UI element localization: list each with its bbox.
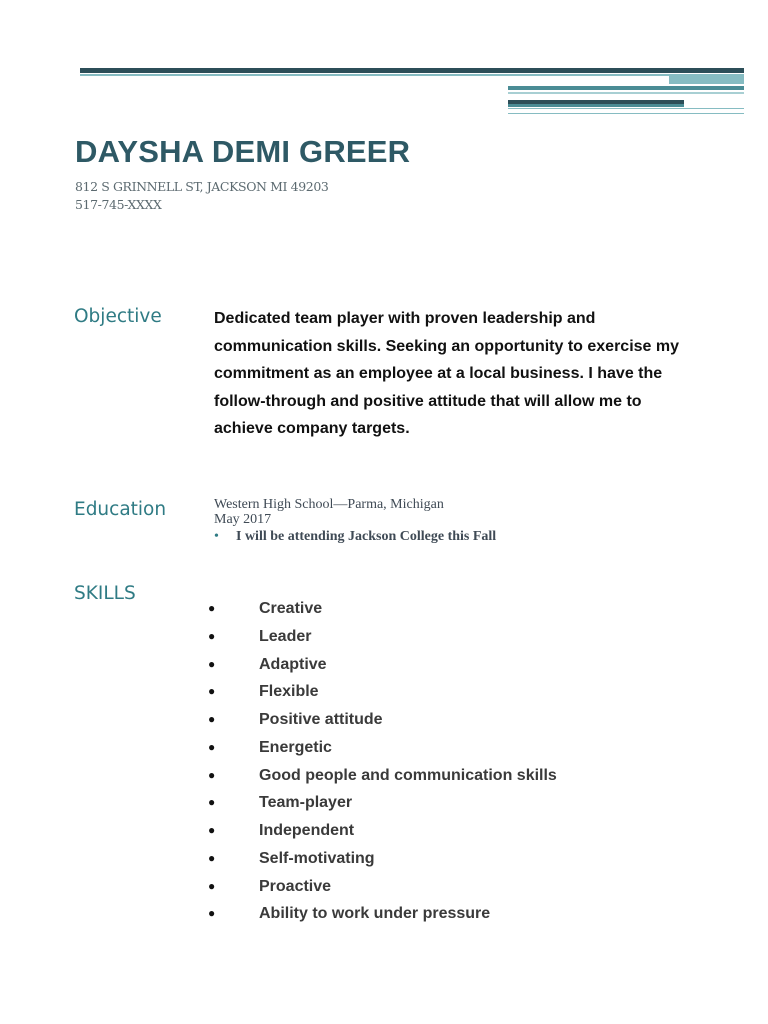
bullet-icon: ● <box>208 601 216 615</box>
phone-line: 517-745-XXXX <box>75 197 162 212</box>
skill-label: Adaptive <box>259 655 327 673</box>
list-item <box>208 706 557 734</box>
header-bar-block <box>669 76 744 84</box>
skill-label: Team-player <box>259 794 353 812</box>
skills-list <box>208 595 557 928</box>
skill-label: Independent <box>259 822 355 839</box>
skill-label: Leader <box>259 627 312 645</box>
list-item <box>208 900 557 928</box>
bullet-icon: ● <box>208 684 216 699</box>
list-item <box>208 845 557 873</box>
bullet-icon: ● <box>208 712 216 726</box>
candidate-name: DAYSHA DEMI GREER <box>75 134 411 169</box>
header-bar-top <box>80 68 744 73</box>
bullet-icon: ● <box>208 656 216 671</box>
list-item <box>208 595 557 623</box>
bullet-icon: ● <box>208 628 216 643</box>
bullet-icon: ● <box>208 850 216 865</box>
education-bullet-text: I will be attending Jackson College this Fall <box>236 529 497 544</box>
education-date: May 2017 <box>214 512 272 527</box>
header-bar-accent <box>508 104 684 107</box>
skill-label: Self-motivating <box>259 849 375 867</box>
list-item <box>208 817 557 845</box>
header-bar-mid <box>508 86 744 90</box>
skill-label: Positive attitude <box>259 711 383 728</box>
objective-text <box>214 305 714 443</box>
header-bar-bottom <box>508 113 744 114</box>
education-bullet-item <box>214 529 496 545</box>
skill-label: Creative <box>259 600 323 617</box>
list-item <box>208 789 557 817</box>
objective-line: Dedicated team player with proven leadership and <box>214 310 596 327</box>
objective-line: follow-through and positive attitude that will allow me to <box>214 392 642 410</box>
education-school: Western High School—Parma, Michigan <box>214 497 444 512</box>
header-bar-light <box>508 92 744 94</box>
objective-line: communication skills. Seeking an opportunity to exercise my <box>214 337 680 355</box>
objective-line: achieve company targets. <box>214 420 410 438</box>
skill-label: Proactive <box>259 877 332 895</box>
skills-heading: SKILLS <box>74 583 136 604</box>
education-heading: Education <box>74 499 167 520</box>
bullet-icon: ● <box>208 739 216 754</box>
bullet-icon: ● <box>208 906 216 921</box>
skill-label: Flexible <box>259 683 319 701</box>
bullet-icon: ● <box>208 795 216 810</box>
list-item <box>208 873 557 901</box>
bullet-icon: ● <box>208 767 216 782</box>
objective-heading: Objective <box>74 306 162 327</box>
skill-label: Energetic <box>259 738 332 756</box>
list-item <box>208 623 557 651</box>
bullet-icon: • <box>214 529 219 544</box>
list-item <box>208 651 557 679</box>
skill-label: Ability to work under pressure <box>259 905 491 923</box>
objective-line: commitment as an employee at a local business. I have the <box>214 365 663 383</box>
header-bar-thin <box>80 74 744 76</box>
list-item <box>208 678 557 706</box>
bullet-icon: ● <box>208 878 216 893</box>
bullet-icon: ● <box>208 823 216 837</box>
address-line: 812 S GRINNELL ST, JACKSON MI 49203 <box>75 179 329 194</box>
header-bar-hairline <box>508 108 744 109</box>
skill-label: Good people and communication skills <box>259 766 557 784</box>
list-item <box>208 734 557 762</box>
list-item <box>208 762 557 790</box>
